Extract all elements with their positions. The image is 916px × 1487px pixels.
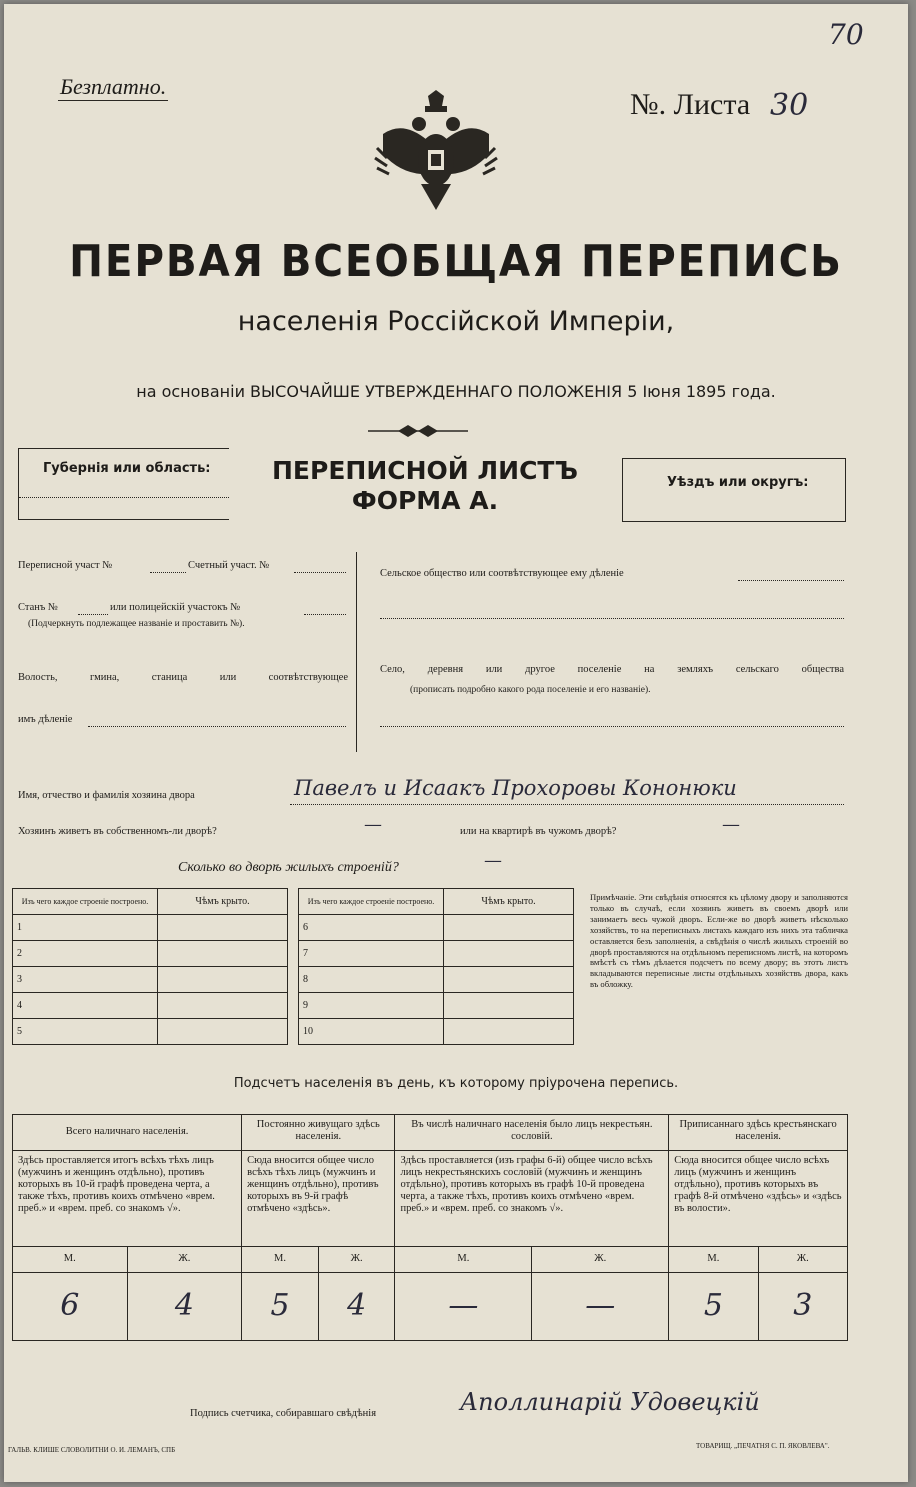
count-value: 5 <box>669 1273 758 1341</box>
col-material: Изъ чего каждое строеніе построено. <box>299 889 444 915</box>
enumerator-signature: Аполлинарій Удовецкій <box>460 1388 760 1416</box>
col-material: Изъ чего каждое строеніе построено. <box>13 889 158 915</box>
handwritten-page-number: 70 <box>828 18 864 51</box>
underline-note: (Подчеркнуть подлежащее названіе и проставить №). <box>28 619 245 629</box>
female-label: Ж. <box>318 1247 395 1273</box>
col-total-desc: Здѣсь проставляется итогъ всѣхъ тѣхъ лицъ (мужчинъ и женщинъ отдѣльно), противъ которыхъ въ 10-й графѣ проведена черта, а также тѣхъ, противъ коихъ отмѣчено «врем. преб.» и «врем. преб. со знакомъ √». <box>13 1151 242 1247</box>
free-label: Безплатно. <box>60 74 167 99</box>
sheet-number-value: 30 <box>770 88 809 123</box>
count-value: — <box>532 1273 669 1341</box>
male-label: М. <box>395 1247 532 1273</box>
female-label: Ж. <box>127 1247 242 1273</box>
police-district-label: или полицейскій участокъ № <box>110 602 241 613</box>
col-permanent-desc: Сюда вносится общее число всѣхъ тѣхъ лицъ (мужчинъ и женщинъ отдѣльно), противъ которыхъ въ 9-й графѣ отмѣчено «здѣсь». <box>242 1151 395 1247</box>
count-value: 3 <box>758 1273 847 1341</box>
col-total-header: Всего наличнаго населенія. <box>13 1115 242 1151</box>
col-nonpeasant-desc: Здѣсь проставляется (изъ графы 6-й) общее число всѣхъ лицъ некрестьянскихъ сословій (мужчинъ и женщинъ отдѣльно), противъ которыхъ въ графѣ 10-й проведена черта, а также тѣхъ, противъ коихъ отмѣчено «врем. преб.» и «врем. преб. со знакомъ √». <box>395 1151 669 1247</box>
owner-name: Павелъ и Исаакъ Прохоровы Кононюки <box>294 776 737 800</box>
population-count-title: Подсчетъ населенія въ день, къ которому пріурочена перепись. <box>233 1076 679 1091</box>
footer-left: ГАЛЬВ. КЛИШЕ СЛОВОЛИТНИ О. И. ЛЕМАНЪ, СПБ <box>8 1446 176 1454</box>
row-num: 9 <box>299 993 444 1019</box>
male-label: М. <box>669 1247 758 1273</box>
male-label: М. <box>13 1247 128 1273</box>
province-label: Губернія или область: <box>43 461 211 476</box>
ornament-icon <box>368 422 468 440</box>
rented-value: — <box>722 814 740 835</box>
col-roof: Чѣмъ крыто. <box>158 889 288 915</box>
rented-label: или на квартирѣ въ чужомъ дворѣ? <box>460 826 617 837</box>
form-title <box>230 456 620 516</box>
col-assigned-header: Приписаннаго здѣсь крестьянскаго населенія. <box>669 1115 848 1151</box>
row-num: 10 <box>299 1019 444 1045</box>
count-value: 4 <box>318 1273 395 1341</box>
female-label: Ж. <box>532 1247 669 1273</box>
col-roof: Чѣмъ крыто. <box>444 889 574 915</box>
row-num: 5 <box>13 1019 158 1045</box>
volost-label-2: имъ дѣленіе <box>18 714 73 725</box>
buildings-question: Сколько во дворѣ жилыхъ строеній? <box>178 860 399 875</box>
rural-society-label: Сельское общество или соотвѣтствующее ему дѣленіе <box>380 568 624 579</box>
row-num: 4 <box>13 993 158 1019</box>
district-label: Уѣздъ или округъ: <box>667 475 809 490</box>
sheet-number-label: №. Листа <box>630 88 751 121</box>
row-num: 7 <box>299 941 444 967</box>
owner-label: Имя, отчество и фамилія хозяина двора <box>18 790 195 801</box>
counting-district-label: Счетный участ. № <box>188 560 270 571</box>
footer-right: ТОВАРИЩ. „ПЕЧАТНЯ С. П. ЯКОВЛЕВА". <box>696 1442 830 1450</box>
main-title: ПЕРВАЯ ВСЕОБЩАЯ ПЕРЕПИСЬ <box>69 236 843 287</box>
census-sheet <box>4 4 908 1482</box>
own-yard-label: Хозяинъ живетъ въ собственномъ-ли дворѣ? <box>18 826 217 837</box>
camp-label: Станъ № <box>18 602 58 613</box>
buildings-table-right <box>298 888 574 1045</box>
col-assigned-desc: Сюда вносится общее число всѣхъ лицъ (мужчинъ и женщинъ отдѣльно), противъ которыхъ въ графѣ 8-й отмѣчено «здѣсь» и «здѣсь въ волости». <box>669 1151 848 1247</box>
row-num: 2 <box>13 941 158 967</box>
subtitle: населенія Россійской Имперіи, <box>237 306 675 337</box>
signature-label: Подпись счетчика, собиравшаго свѣдѣнія <box>190 1408 377 1419</box>
population-count-table <box>12 1114 848 1341</box>
coat-of-arms-icon <box>369 88 503 218</box>
note-text: Примѣчаніе. Эти свѣдѣнія относятся къ цѣлому двору и заполняются только въ случаѣ, если хозяинъ живетъ въ своемъ дворѣ или занимаетъ весь чужой дворъ. Если-же во дворѣ живетъ нѣсколько хозяйствъ, то на переписныхъ листахъ каждаго изъ нихъ эта табличка оставляется безъ заполненія, а свѣдѣнія о числѣ жилыхъ строеній во дворѣ проставляются на отдѣльномъ переписномъ листѣ, на которомъ вмѣстѣ съ тѣмъ дѣлается подсчетъ по всему двору; въ этотъ листъ вкладываются переписные листы отдѣльныхъ хозяйствъ двора, какъ въ обложку. <box>590 892 848 990</box>
count-value: 5 <box>242 1273 319 1341</box>
census-district-label: Переписной участ № <box>18 560 113 571</box>
volost-label: Волость, гмина, станица или соотвѣтствующее <box>18 672 348 683</box>
count-value: 6 <box>13 1273 128 1341</box>
buildings-value: — <box>484 850 502 871</box>
village-note: (прописать подробно какого рода поселеніе и его названіе). <box>410 685 651 695</box>
male-label: М. <box>242 1247 319 1273</box>
village-label: Село, деревня или другое поселеніе на земляхъ сельскаго общества <box>380 664 844 675</box>
buildings-table-left <box>12 888 288 1045</box>
district-box <box>622 458 846 522</box>
form-title-line2: ФОРМА А. <box>351 486 499 515</box>
row-num: 6 <box>299 915 444 941</box>
count-value: — <box>395 1273 532 1341</box>
col-nonpeasant-header: Въ числѣ наличнаго населенія было лицъ некрестьян. сословій. <box>395 1115 669 1151</box>
female-label: Ж. <box>758 1247 847 1273</box>
row-num: 1 <box>13 915 158 941</box>
row-num: 3 <box>13 967 158 993</box>
form-title-line1: ПЕРЕПИСНОЙ ЛИСТЪ <box>272 456 578 485</box>
count-value: 4 <box>127 1273 242 1341</box>
province-box <box>18 448 229 520</box>
legal-basis: на основаніи ВЫСОЧАЙШЕ УТВЕРЖДЕННАГО ПОЛОЖЕНІЯ 5 Іюня 1895 года. <box>136 382 776 401</box>
row-num: 8 <box>299 967 444 993</box>
col-permanent-header: Постоянно живущаго здѣсь населенія. <box>242 1115 395 1151</box>
own-yard-value: — <box>364 814 382 835</box>
